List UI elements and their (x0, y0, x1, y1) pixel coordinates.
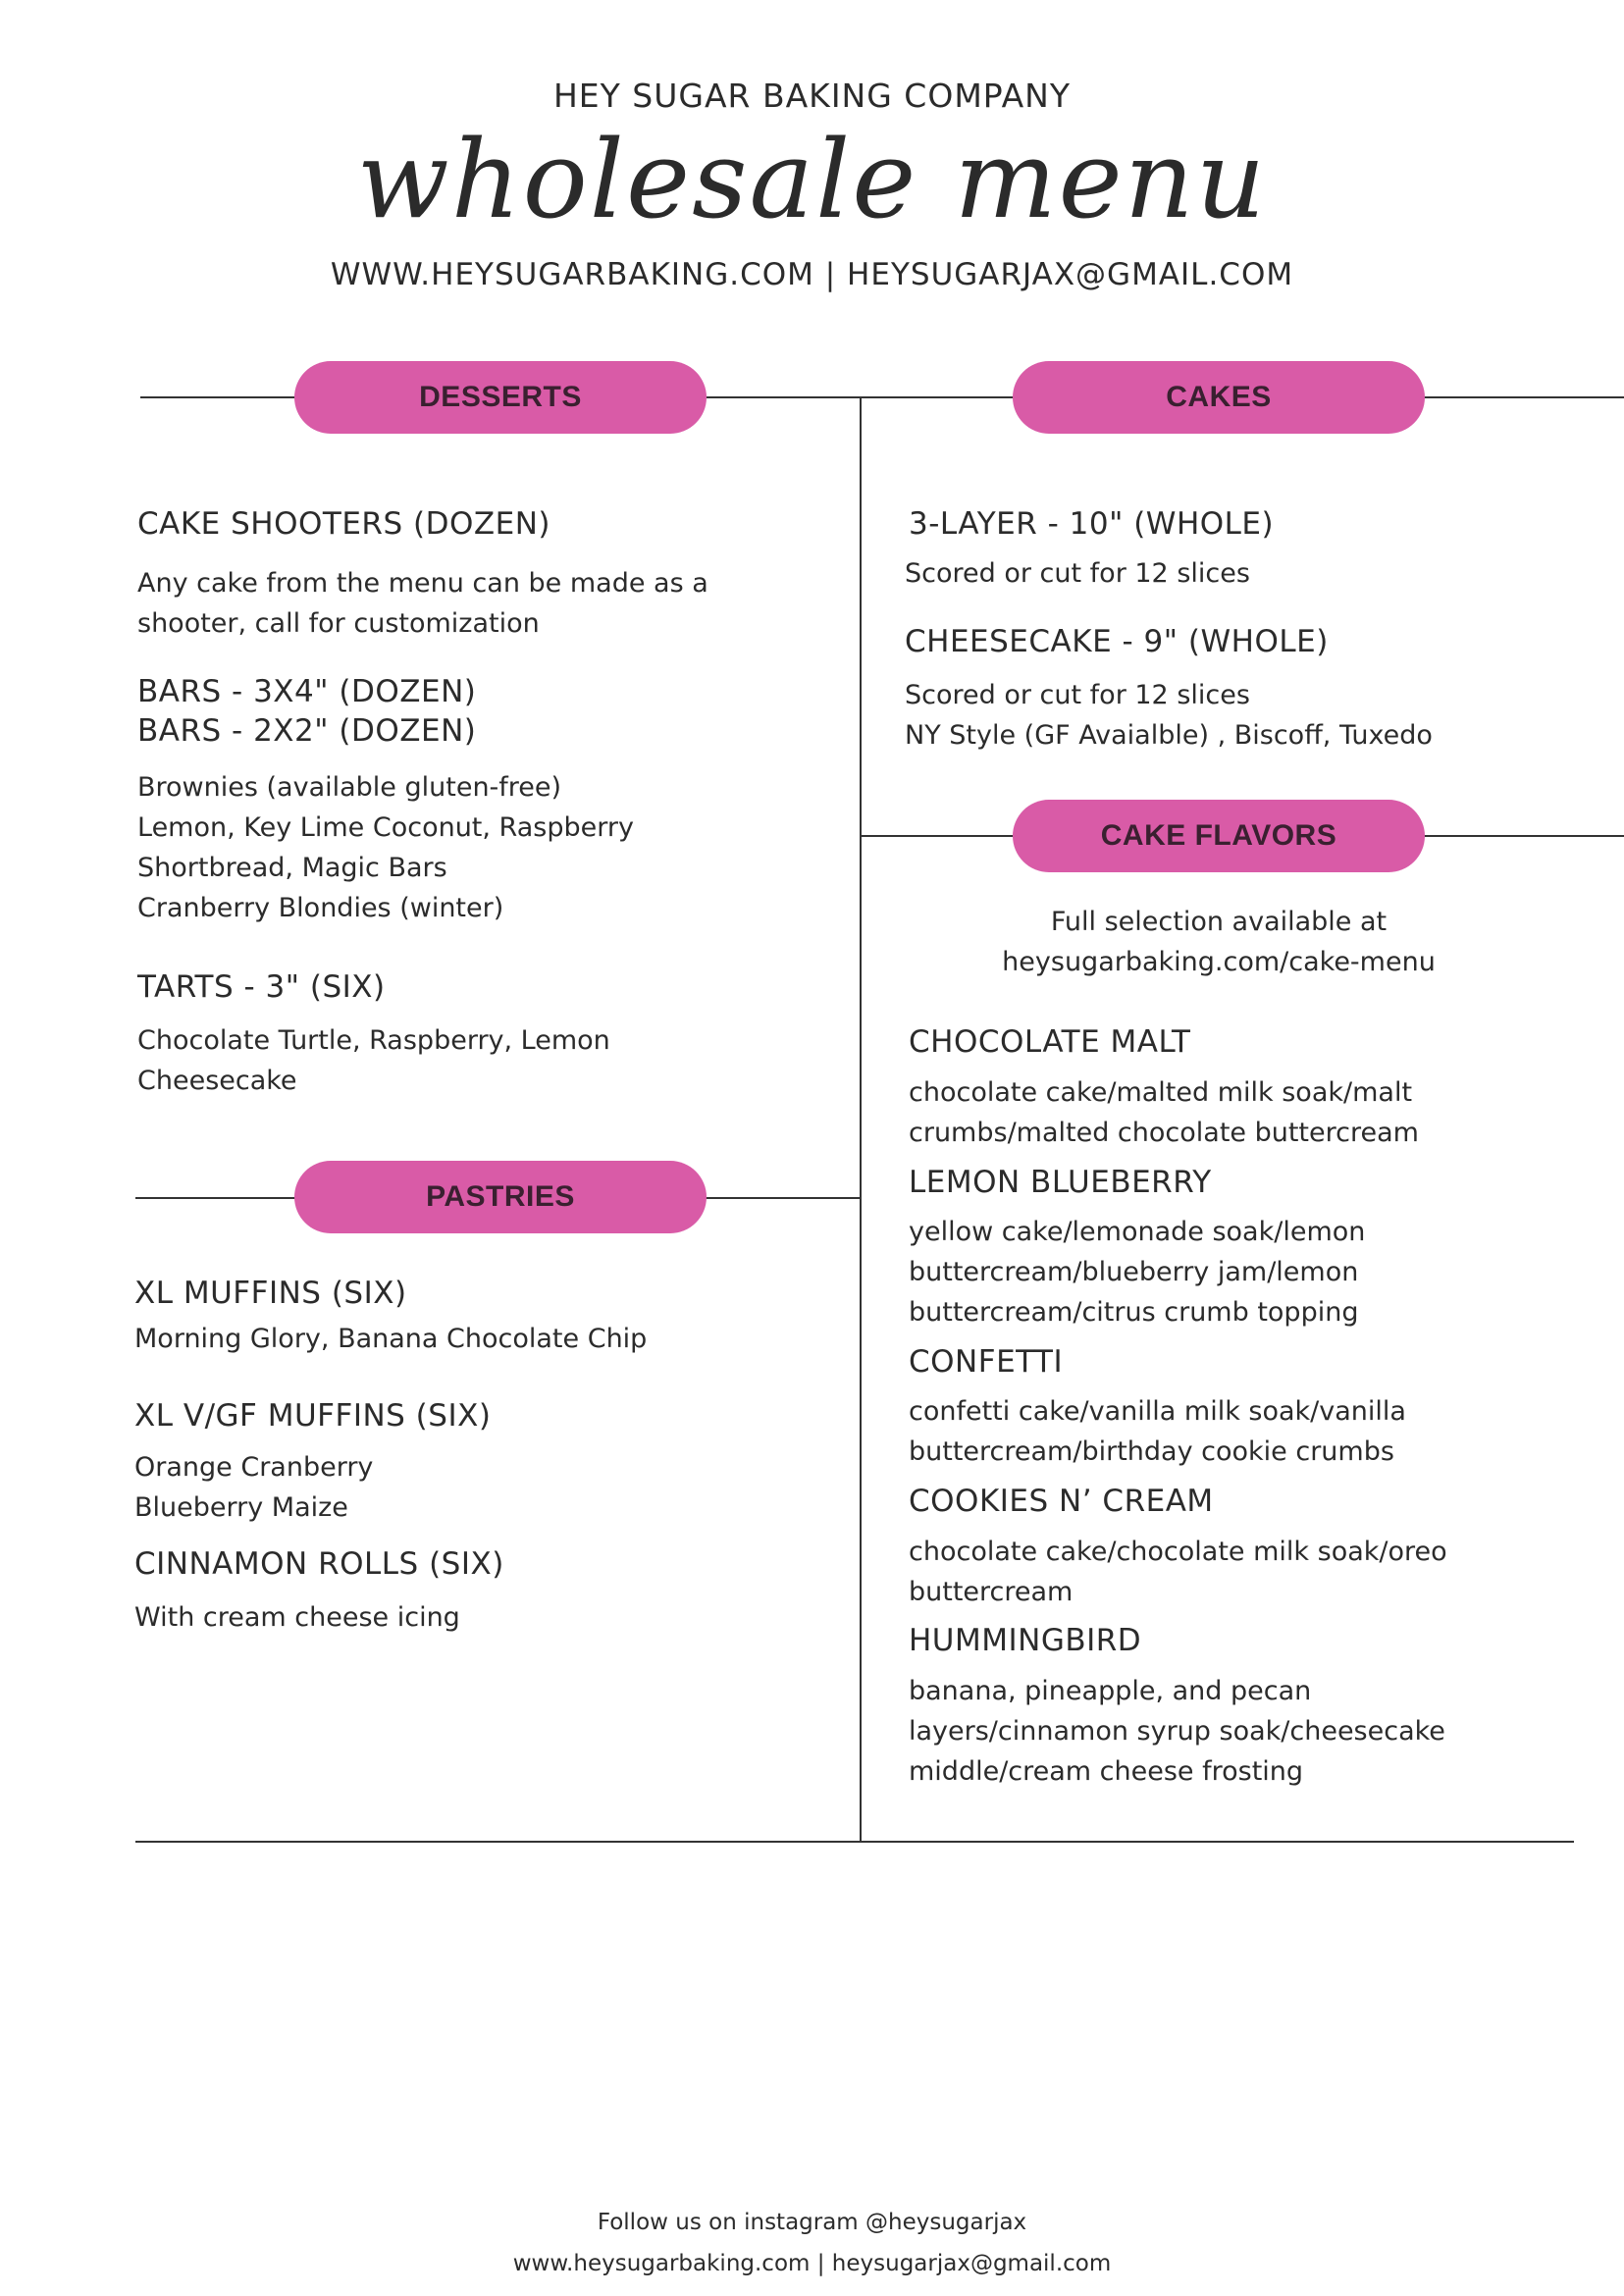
dessert-desc: Brownies (available gluten-free) Lemon, Key Lime Coconut, Raspberry Shortbread, Magic Bars Cranberry Blondies (winter) (137, 772, 634, 923)
pastry-desc: With cream cheese icing (134, 1602, 460, 1633)
footer-instagram: Follow us on instagram @heysugarjax (597, 2210, 1027, 2235)
company-name: HEY SUGAR BAKING COMPANY (552, 77, 1071, 115)
flavor-desc: yellow cake/lemonade soak/lemon buttercream/blueberry jam/lemon buttercream/citrus crumb topping (909, 1217, 1366, 1328)
divider-bottom (135, 1841, 1574, 1843)
cake-title: 3-LAYER - 10" (WHOLE) (909, 506, 1275, 542)
cake-desc: Scored or cut for 12 slices (905, 558, 1250, 589)
desserts-section-header: DESSERTS (294, 361, 707, 434)
flavor-desc: banana, pineapple, and pecan layers/cinnamon syrup soak/cheesecake middle/cream cheese frosting (909, 1676, 1445, 1787)
cake-desc: Scored or cut for 12 slices NY Style (GF Avaialble) , Biscoff, Tuxedo (905, 680, 1433, 751)
flavor-title: CHOCOLATE MALT (909, 1024, 1191, 1060)
cake-flavors-section-header: CAKE FLAVORS (1013, 800, 1425, 872)
pastries-section-header: PASTRIES (294, 1161, 707, 1233)
flavor-desc: confetti cake/vanilla milk soak/vanilla buttercream/birthday cookie crumbs (909, 1396, 1406, 1467)
pastry-title: CINNAMON ROLLS (SIX) (134, 1546, 504, 1582)
dessert-title: BARS - 3X4" (DOZEN) BARS - 2X2" (DOZEN) (137, 674, 477, 749)
flavor-desc: chocolate cake/malted milk soak/malt crumbs/malted chocolate buttercream (909, 1077, 1419, 1148)
flavor-title: COOKIES N’ CREAM (909, 1484, 1214, 1519)
cake-flavors-note: Full selection available at heysugarbaking.com/cake-menu (1002, 907, 1436, 977)
dessert-title: TARTS - 3" (SIX) (137, 969, 386, 1005)
contact-line: WWW.HEYSUGARBAKING.COM | HEYSUGARJAX@GMAIL.COM (330, 257, 1294, 292)
dessert-desc: Chocolate Turtle, Raspberry, Lemon Cheesecake (137, 1025, 610, 1096)
pastry-title: XL MUFFINS (SIX) (134, 1276, 407, 1311)
pastry-desc: Morning Glory, Banana Chocolate Chip (134, 1324, 648, 1354)
dessert-title: CAKE SHOOTERS (DOZEN) (137, 506, 550, 542)
pastry-desc: Orange Cranberry Blueberry Maize (134, 1452, 374, 1523)
footer-contact: www.heysugarbaking.com | heysugarjax@gmail.com (512, 2251, 1112, 2276)
flavor-desc: chocolate cake/chocolate milk soak/oreo buttercream (909, 1537, 1447, 1607)
cakes-section-header: CAKES (1013, 361, 1425, 434)
divider-desserts-left (140, 396, 297, 398)
pastry-title: XL V/GF MUFFINS (SIX) (134, 1398, 492, 1434)
dessert-desc: Any cake from the menu can be made as a shooter, call for customization (137, 568, 708, 639)
cake-title: CHEESECAKE - 9" (WHOLE) (905, 624, 1329, 659)
flavor-title: LEMON BLUEBERRY (909, 1165, 1212, 1200)
divider-vertical (860, 396, 862, 1841)
flavor-title: HUMMINGBIRD (909, 1623, 1142, 1658)
flavor-title: CONFETTI (909, 1344, 1064, 1380)
page-title: wholesale menu (356, 117, 1268, 242)
